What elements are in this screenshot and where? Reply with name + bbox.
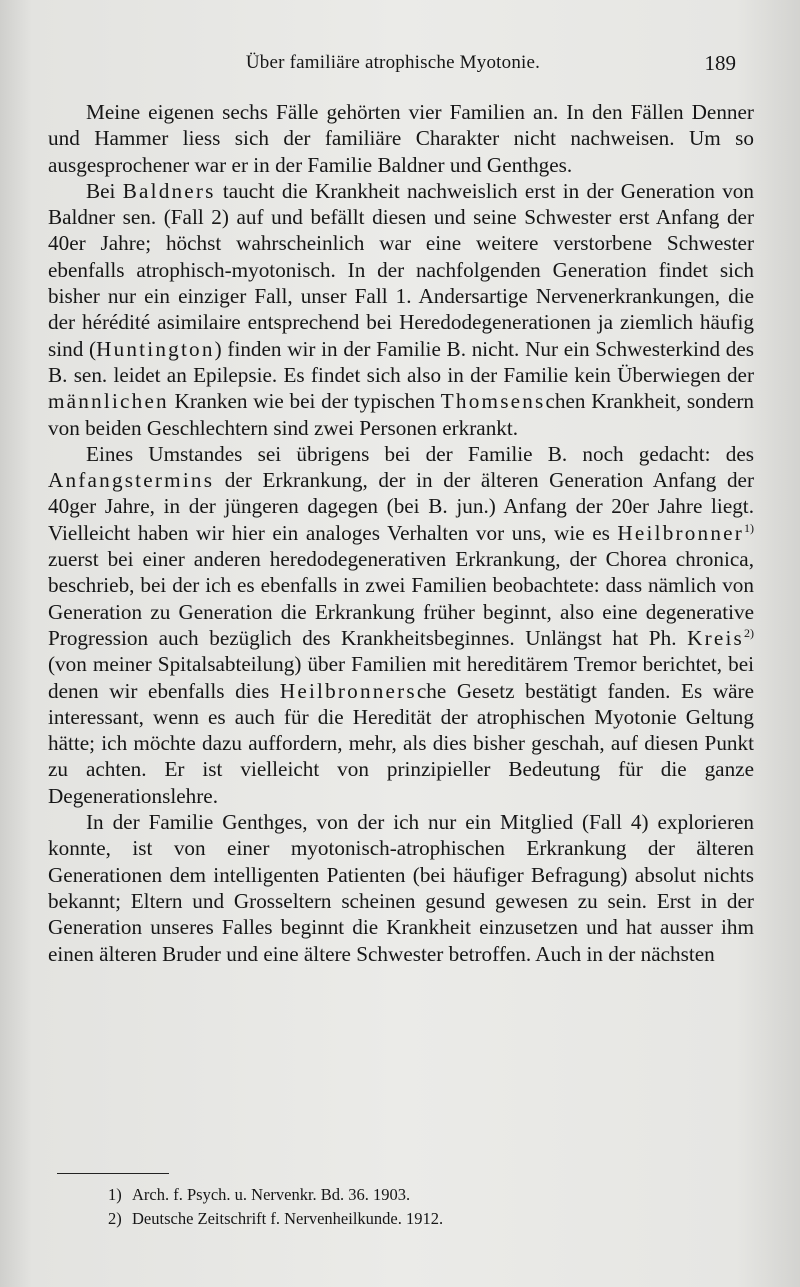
page-number: 189 <box>704 51 736 75</box>
text-run: chen Krankheit, sondern von beiden Geschlechtern sind zwei Personen erkrankt. <box>48 389 754 440</box>
footnotes <box>108 1183 748 1231</box>
text-run: ) finden wir in der Familie B. nicht. Nur ein Schwesterkind des B. sen. leidet an Epilepsie. Es findet sich also in der Familie kein Überwiegen der <box>48 336 755 387</box>
paragraph <box>48 99 754 178</box>
spaced-emphasis-text: Huntington <box>96 336 215 361</box>
page-header <box>48 52 738 82</box>
spaced-emphasis-text: Kreis <box>687 625 744 650</box>
text-run: zuerst bei einer anderen heredodegenerativen Erkrankung, der Chorea chronica, beschrieb, bei der ich es ebenfalls in zwei Familien beobachtete: dass nämlich von Generation zu Generation die Erkrankung früher beginnt, also eine degenerative Progression auch bezüglich des Krankheitsbeginnes. Unlängst hat Ph. <box>48 547 754 650</box>
text-run: taucht die Krankheit nachweislich erst in der Generation von Baldner sen. (Fall 2) auf und befällt diesen und seine Schwester erst Anfang der 40er Jahre; höchst wahrscheinlich war eine weitere verstorbene Schwester ebenfalls atrophisch-myotonisch. In der nachfolgenden Generation findet sich bisher nur ein einziger Fall, unser Fall 1. Andersartige Nervenerkrankungen, die der hérédité asimilaire entsprechend bei Heredodegenerationen ja ziemlich häufig sind ( <box>48 178 754 361</box>
footnote-reference: 2) <box>744 625 754 640</box>
footnote-rule <box>57 1173 169 1174</box>
footnote-mark: 2) <box>108 1209 122 1228</box>
footnote-reference: 1) <box>744 520 754 535</box>
text-run: che Gesetz bestätigt fanden. Es wäre interessant, wenn es auch für die Heredität der atrophischen Myotonie Geltung hätte; ich möchte dazu auffordern, mehr, als dies bisher geschah, auf diesen Punkt zu achten. Er ist vielleicht von prinzipieller Bedeutung für die ganze Degenerationslehre. <box>48 678 754 808</box>
spaced-emphasis-text: Thomsens <box>440 389 546 414</box>
spaced-emphasis-text: Heilbronner <box>617 520 744 545</box>
text-run: Kranken wie bei der typischen <box>168 389 441 414</box>
paragraph <box>48 441 754 809</box>
paragraph <box>48 809 754 967</box>
spaced-emphasis-text: Baldners <box>122 178 216 203</box>
spaced-emphasis-text: Heilbronners <box>279 678 417 703</box>
body-text <box>48 99 754 967</box>
footnote <box>108 1183 748 1207</box>
spaced-emphasis-text: männlichen <box>48 389 169 414</box>
text-run: Meine eigenen sechs Fälle gehörten vier Familien an. In den Fällen Denner und Hammer liess sich der familiäre Charakter nicht nachweisen. Um so ausgesprochener war er in der Familie Baldner und Genthges. <box>48 100 754 177</box>
footnote-mark: 1) <box>108 1185 122 1204</box>
footnote-text: Arch. f. Psych. u. Nervenkr. Bd. 36. 1903. <box>132 1185 411 1204</box>
text-run: In der Familie Genthges, von der ich nur ein Mitglied (Fall 4) explorieren konnte, ist von einer myotonisch-atrophischen Erkrankung der älteren Generationen dem intelligenten Patienten (bei häufiger Befragung) absolut nichts bekannt; Eltern und Grosseltern scheinen gesund gewesen zu sein. Erst in der Generation unseres Falles beginnt die Krankheit einzusetzen und hat ausser ihm einen älteren Bruder und eine ältere Schwester betroffen. Auch in der nächsten <box>48 810 754 966</box>
text-run: (von meiner Spitalsabteilung) über Familien mit hereditärem Tremor berichtet, bei denen wir ebenfalls dies <box>48 652 754 703</box>
paragraph <box>48 178 754 441</box>
text-run: Bei <box>86 178 123 203</box>
footnote-text: Deutsche Zeitschrift f. Nervenheilkunde. 1912. <box>132 1209 444 1228</box>
running-title: Über familiäre atrophische Myotonie. <box>245 52 541 73</box>
footnote <box>108 1207 748 1231</box>
spaced-emphasis-text: Anfangstermins <box>48 468 215 493</box>
text-run: Eines Umstandes sei übrigens bei der Familie B. noch gedacht: des <box>86 441 754 466</box>
text-run: der Erkrankung, der in der älteren Generation Anfang der 40ger Jahre, in der jüngeren dagegen (bei B. jun.) Anfang der 20er Jahre liegt. Vielleicht haben wir hier ein analoges Verhalten vor uns, wie es <box>48 468 754 545</box>
